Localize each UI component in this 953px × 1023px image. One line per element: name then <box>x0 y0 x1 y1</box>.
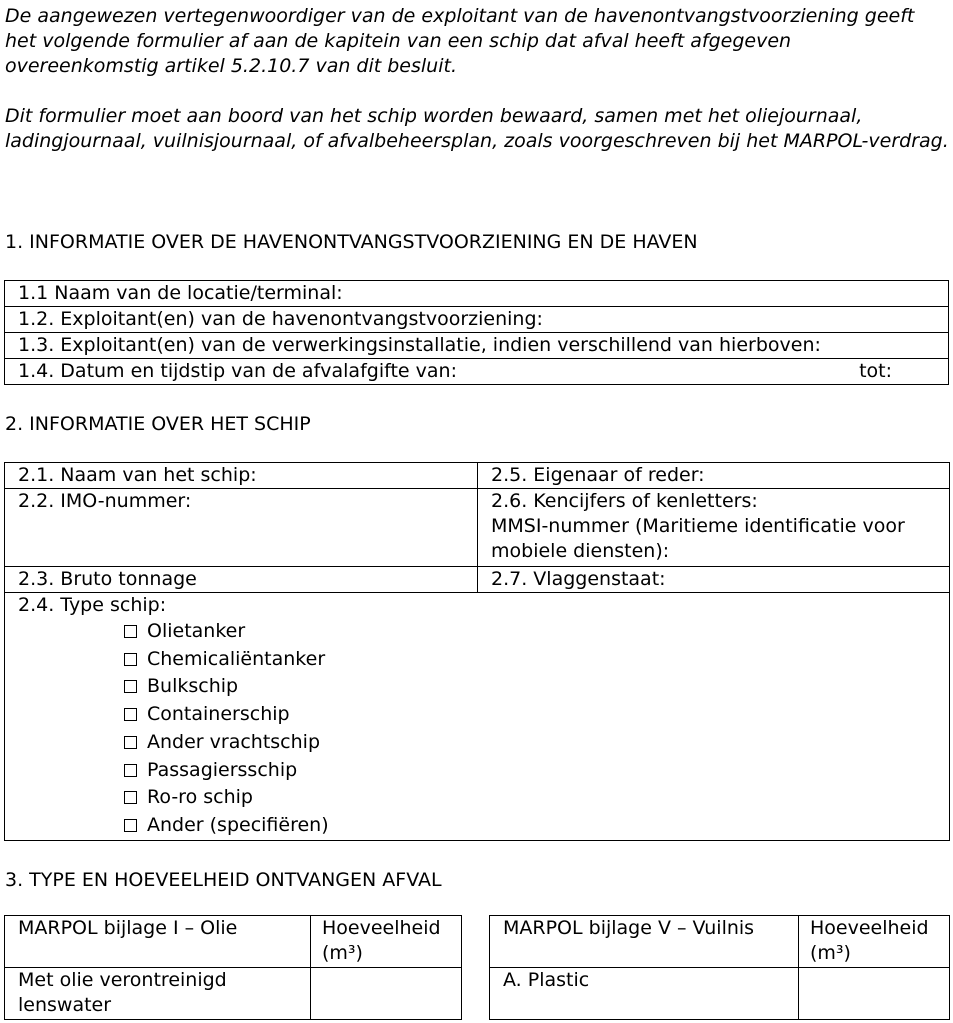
plastic-quantity-field[interactable] <box>799 968 950 1020</box>
call-sign-field[interactable] <box>478 489 950 567</box>
ship-type-label: 2.4. Type schip: <box>18 594 167 616</box>
ship-type-option[interactable]: Ander vrachtschip <box>124 729 949 757</box>
ship-type-option[interactable]: Bulkschip <box>124 673 949 701</box>
checkbox-icon[interactable] <box>124 653 137 666</box>
ship-type-option[interactable]: Olietanker <box>124 618 949 646</box>
checkbox-icon[interactable] <box>124 791 137 804</box>
ship-type-option[interactable]: Containerschip <box>124 701 949 729</box>
port-facility-table <box>4 280 949 385</box>
section-2-title: 2. INFORMATIE OVER HET SCHIP <box>5 413 311 435</box>
garbage-waste-table <box>489 915 950 1020</box>
imo-number-field[interactable]: 2.2. IMO-nummer: <box>5 489 478 567</box>
oily-bilge-water-label: Met olie verontreinigd lenswater <box>5 968 311 1020</box>
oil-header: MARPOL bijlage I – Olie <box>5 916 311 968</box>
location-terminal-field[interactable]: 1.1 Naam van de locatie/terminal: <box>5 281 949 307</box>
checkbox-icon[interactable] <box>124 819 137 832</box>
intro-paragraph-2: Dit formulier moet aan boord van het schip worden bewaard, samen met het oliejournaal, ladingjournaal, vuilnisjournaal, of afvalbeheersplan, zoals voorgeschreven bij het MARPOL-verdrag. <box>5 105 949 152</box>
garbage-header: MARPOL bijlage V – Vuilnis <box>490 916 799 968</box>
delivery-date-to-label: tot: <box>859 360 892 382</box>
section-3-title: 3. TYPE EN HOEVEELHEID ONTVANGEN AFVAL <box>5 869 442 891</box>
intro-paragraph-1: De aangewezen vertegenwoordiger van de exploitant van de havenontvangstvoorziening geeft het volgende formulier af aan de kapitein van een schip dat afval heeft afgegeven overeenkomstig artikel 5.2.10.7 van dit besluit. <box>5 5 915 77</box>
call-sign-label: 2.6. Kencijfers of kenletters: <box>491 490 758 512</box>
ship-type-option[interactable]: Passagiersschip <box>124 757 949 785</box>
delivery-date-field[interactable] <box>5 359 949 385</box>
oily-bilge-water-quantity-field[interactable] <box>311 968 462 1020</box>
ship-info-table <box>4 462 950 841</box>
section-1-title: 1. INFORMATIE OVER DE HAVENONTVANGSTVOORZIENING EN DE HAVEN <box>5 231 698 253</box>
checkbox-icon[interactable] <box>124 625 137 638</box>
checkbox-icon[interactable] <box>124 680 137 693</box>
ship-type-option[interactable]: Chemicaliëntanker <box>124 646 949 674</box>
ship-type-option[interactable]: Ro-ro schip <box>124 784 949 812</box>
checkbox-icon[interactable] <box>124 764 137 777</box>
garbage-quantity-header: Hoeveelheid (m³) <box>799 916 950 968</box>
checkbox-icon[interactable] <box>124 736 137 749</box>
treatment-operator-field[interactable]: 1.3. Exploitant(en) van de verwerkingsinstallatie, indien verschillend van hierboven: <box>5 333 949 359</box>
ship-type-option[interactable]: Ander (specifiëren) <box>124 812 949 840</box>
oil-quantity-header: Hoeveelheid (m³) <box>311 916 462 968</box>
delivery-date-from-label: 1.4. Datum en tijdstip van de afvalafgifte van: <box>18 360 457 382</box>
ship-type-checklist <box>18 618 949 840</box>
checkbox-icon[interactable] <box>124 708 137 721</box>
gross-tonnage-field[interactable]: 2.3. Bruto tonnage <box>5 567 478 593</box>
plastic-label: A. Plastic <box>490 968 799 1020</box>
oil-waste-table <box>4 915 462 1020</box>
flag-state-field[interactable]: 2.7. Vlaggenstaat: <box>478 567 950 593</box>
owner-field[interactable]: 2.5. Eigenaar of reder: <box>478 463 950 489</box>
mmsi-label: MMSI-nummer (Maritieme identificatie voor mobiele diensten): <box>491 515 905 562</box>
facility-operator-field[interactable]: 1.2. Exploitant(en) van de havenontvangstvoorziening: <box>5 307 949 333</box>
ship-type-field <box>5 593 950 841</box>
ship-name-field[interactable]: 2.1. Naam van het schip: <box>5 463 478 489</box>
